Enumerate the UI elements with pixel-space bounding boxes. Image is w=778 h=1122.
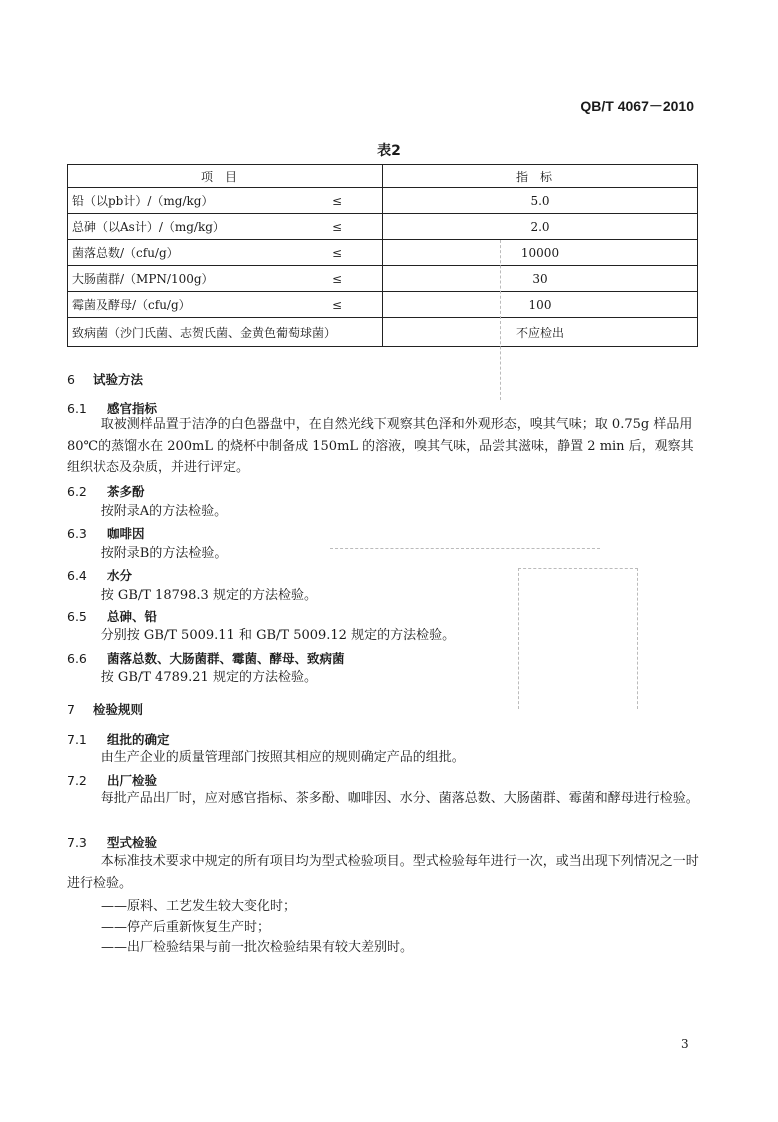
row-value: 5.0 [383,188,698,214]
list-item: ——出厂检验结果与前一批次检验结果有较大差别时。 [101,940,414,955]
table-row [68,240,698,266]
row-operator: ≤ [331,297,342,312]
section-6-1-text: 取被测样品置于洁净的白色器盘中，在自然光线下观察其色泽和外观形态，嗅其气味；取 0.75g 样品用 80℃的蒸馏水在 200mL 的烧杯中制备成 150mL 的溶液，嗅其气味，品尝其滋味，静置 2 min 后，观察其组织状态及杂质，并进行评定。 [67,417,694,475]
section-number: 7.3 [67,835,87,850]
section-title: 组批的确定 [107,732,170,747]
section-6-5-text: 分别按 GB/T 5009.11 和 GB/T 5009.12 规定的方法检验。 [100,628,456,643]
scan-artifact [518,568,638,709]
section-title: 咖啡因 [107,526,145,541]
section-6-3-text: 按附录B的方法检验。 [100,546,228,561]
row-operator: ≤ [331,193,342,208]
table-row [68,188,698,214]
row-item: 铅（以pb计）/（mg/kg） [72,194,214,208]
section-7-3-heading [67,833,157,851]
section-number: 6 [67,372,75,387]
section-7-1-heading [67,730,170,748]
section-number: 7.2 [67,773,87,788]
scan-artifact [500,240,501,400]
header-item: 项目 [68,165,383,188]
row-item: 大肠菌群/（MPN/100g） [72,272,214,286]
row-item: 菌落总数/（cfu/g） [72,246,179,260]
row-item: 致病菌（沙门氏菌、志贺氏菌、金黄色葡萄球菌） [72,325,337,340]
row-value: 2.0 [383,214,698,240]
section-7-2-text: 每批产品出厂时，应对感官指标、茶多酚、咖啡因、水分、菌落总数、大肠菌群、霉菌和酵母进行检验。 [100,791,699,806]
table-row [68,292,698,318]
header-value: 指标 [383,165,698,188]
section-7-1-text: 由生产企业的质量管理部门按照其相应的规则确定产品的组批。 [100,750,465,765]
section-6-6-heading [67,649,345,667]
standard-number: QB/T 4067－2010 [580,98,694,114]
row-operator: ≤ [331,219,342,234]
section-6-2-heading [67,482,145,500]
section-number: 6.5 [67,609,87,624]
row-value: 100 [383,292,698,318]
section-title: 水分 [107,568,133,583]
table-row [68,214,698,240]
table-row [68,318,698,347]
table-row [68,266,698,292]
section-number: 6.6 [67,651,87,666]
row-item: 霉菌及酵母/（cfu/g） [72,298,191,312]
section-title: 型式检验 [107,835,158,850]
list-item: ——停产后重新恢复生产时； [101,920,271,935]
section-7-heading [67,700,143,718]
section-title: 菌落总数、大肠菌群、霉菌、酵母、致病菌 [107,651,345,666]
row-item: 总砷（以As计）/（mg/kg） [72,220,225,234]
limits-table [67,164,698,347]
section-title: 出厂检验 [107,773,158,788]
section-title: 试验方法 [93,372,144,387]
section-7-3-text: 本标准技术要求中规定的所有项目均为型式检验项目。型式检验每年进行一次，或当出现下列情况之一时进行检验。 [67,854,699,891]
section-6-4-heading [67,566,132,584]
section-number: 6.1 [67,401,87,416]
section-title: 茶多酚 [107,484,145,499]
section-number: 7.1 [67,732,87,747]
section-title: 检验规则 [93,702,144,717]
section-title: 感官指标 [107,401,158,416]
section-6-heading [67,370,143,388]
section-6-4-text: 按 GB/T 18798.3 规定的方法检验。 [100,588,317,603]
section-number: 7 [67,702,75,717]
row-value: 不应检出 [383,318,698,347]
table-title: 表2 [377,143,401,159]
section-number: 6.3 [67,526,87,541]
section-number: 6.2 [67,484,87,499]
row-value: 10000 [383,240,698,266]
section-6-6-text: 按 GB/T 4789.21 规定的方法检验。 [100,670,317,685]
row-operator: ≤ [331,271,342,286]
section-6-2-text: 按附录A的方法检验。 [100,504,228,519]
list-item: ——原料、工艺发生较大变化时； [101,899,297,914]
section-title: 总砷、铅 [107,609,158,624]
row-operator: ≤ [331,245,342,260]
section-number: 6.4 [67,568,87,583]
section-6-3-heading [67,524,145,542]
page-number: 3 [681,1037,689,1051]
table-header-row [68,165,698,188]
scan-artifact [330,548,600,549]
section-6-5-heading [67,607,157,625]
row-value: 30 [383,266,698,292]
